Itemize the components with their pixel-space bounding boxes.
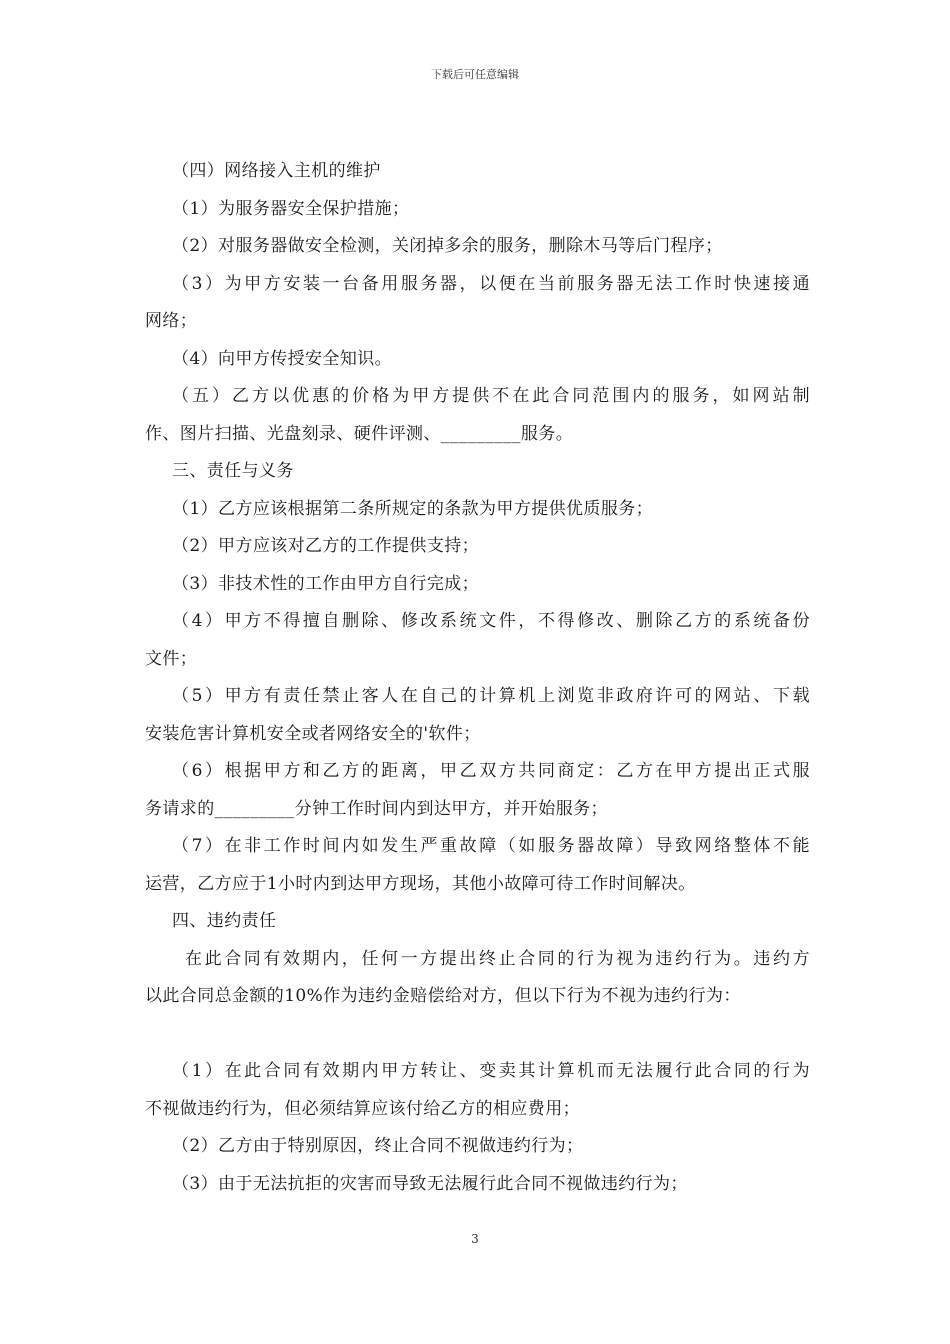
paragraph-line: （3）非技术性的工作由甲方自行完成； xyxy=(172,573,480,594)
paragraph-line: 文件； xyxy=(145,648,198,669)
paragraph-line: （2）对服务器做安全检测，关闭掉多余的服务，删除木马等后门程序； xyxy=(172,236,723,256)
paragraph-line: （五）乙方以优惠的价格为甲方提供不在此合同范围内的服务，如网站制 xyxy=(172,386,810,406)
document-body xyxy=(145,153,810,1203)
paragraph-line: 安装危害计算机安全或者网络安全的'软件； xyxy=(145,723,481,744)
paragraph-line: （4）向甲方传授安全知识。 xyxy=(172,348,393,369)
paragraph-line: （6）根据甲方和乙方的距离，甲乙双方共同商定：乙方在甲方提出正式服 xyxy=(172,761,810,781)
paragraph-line: （4）甲方不得擅自删除、修改系统文件，不得修改、删除乙方的系统备份 xyxy=(172,611,810,631)
page-header: 下载后可任意编辑 xyxy=(431,68,519,81)
paragraph-line: 网络； xyxy=(145,311,198,331)
paragraph-line: 在此合同有效期内，任何一方提出终止合同的行为视为违约行为。违约方 xyxy=(185,948,810,969)
blank-line xyxy=(145,1016,810,1054)
paragraph-line: （3）为甲方安装一台备用服务器，以便在当前服务器无法工作时快速接通 xyxy=(172,273,810,294)
section-heading: 四、违约责任 xyxy=(172,911,277,931)
paragraph-line: （1）在此合同有效期内甲方转让、变卖其计算机而无法履行此合同的行为 xyxy=(172,1061,810,1081)
paragraph-line: （2）乙方由于特别原因，终止合同不视做违约行为； xyxy=(172,1136,584,1156)
paragraph-line: 作、图片扫描、光盘刻录、硬件评测、_________服务。 xyxy=(145,423,574,444)
paragraph-line: （1）乙方应该根据第二条所规定的条款为甲方提供优质服务； xyxy=(172,498,654,519)
paragraph-line: （2）甲方应该对乙方的工作提供支持； xyxy=(172,536,480,556)
section-heading: 三、责任与义务 xyxy=(172,461,294,481)
page-number: 3 xyxy=(471,1232,479,1246)
paragraph-line: （5）甲方有责任禁止客人在自己的计算机上浏览非政府许可的网站、下载 xyxy=(172,686,810,706)
paragraph-line: （四）网络接入主机的维护 xyxy=(172,161,381,181)
paragraph-line: 不视做违约行为，但必须结算应该付给乙方的相应费用； xyxy=(145,1098,580,1119)
paragraph-line: 务请求的_________分钟工作时间内到达甲方，并开始服务； xyxy=(145,798,608,819)
paragraph-line: （3）由于无法抗拒的灾害而导致无法履行此合同不视做违约行为； xyxy=(172,1173,688,1194)
paragraph-line: 运营，乙方应于1小时内到达甲方现场，其他小故障可待工作时间解决。 xyxy=(145,873,696,894)
paragraph-line: 以此合同总金额的10%作为违约金赔偿给对方，但以下行为不视为违约行为： xyxy=(145,986,741,1006)
paragraph-line: （7）在非工作时间内如发生严重故障（如服务器故障）导致网络整体不能 xyxy=(172,836,810,856)
paragraph-line: （1）为服务器安全保护措施； xyxy=(172,198,410,219)
